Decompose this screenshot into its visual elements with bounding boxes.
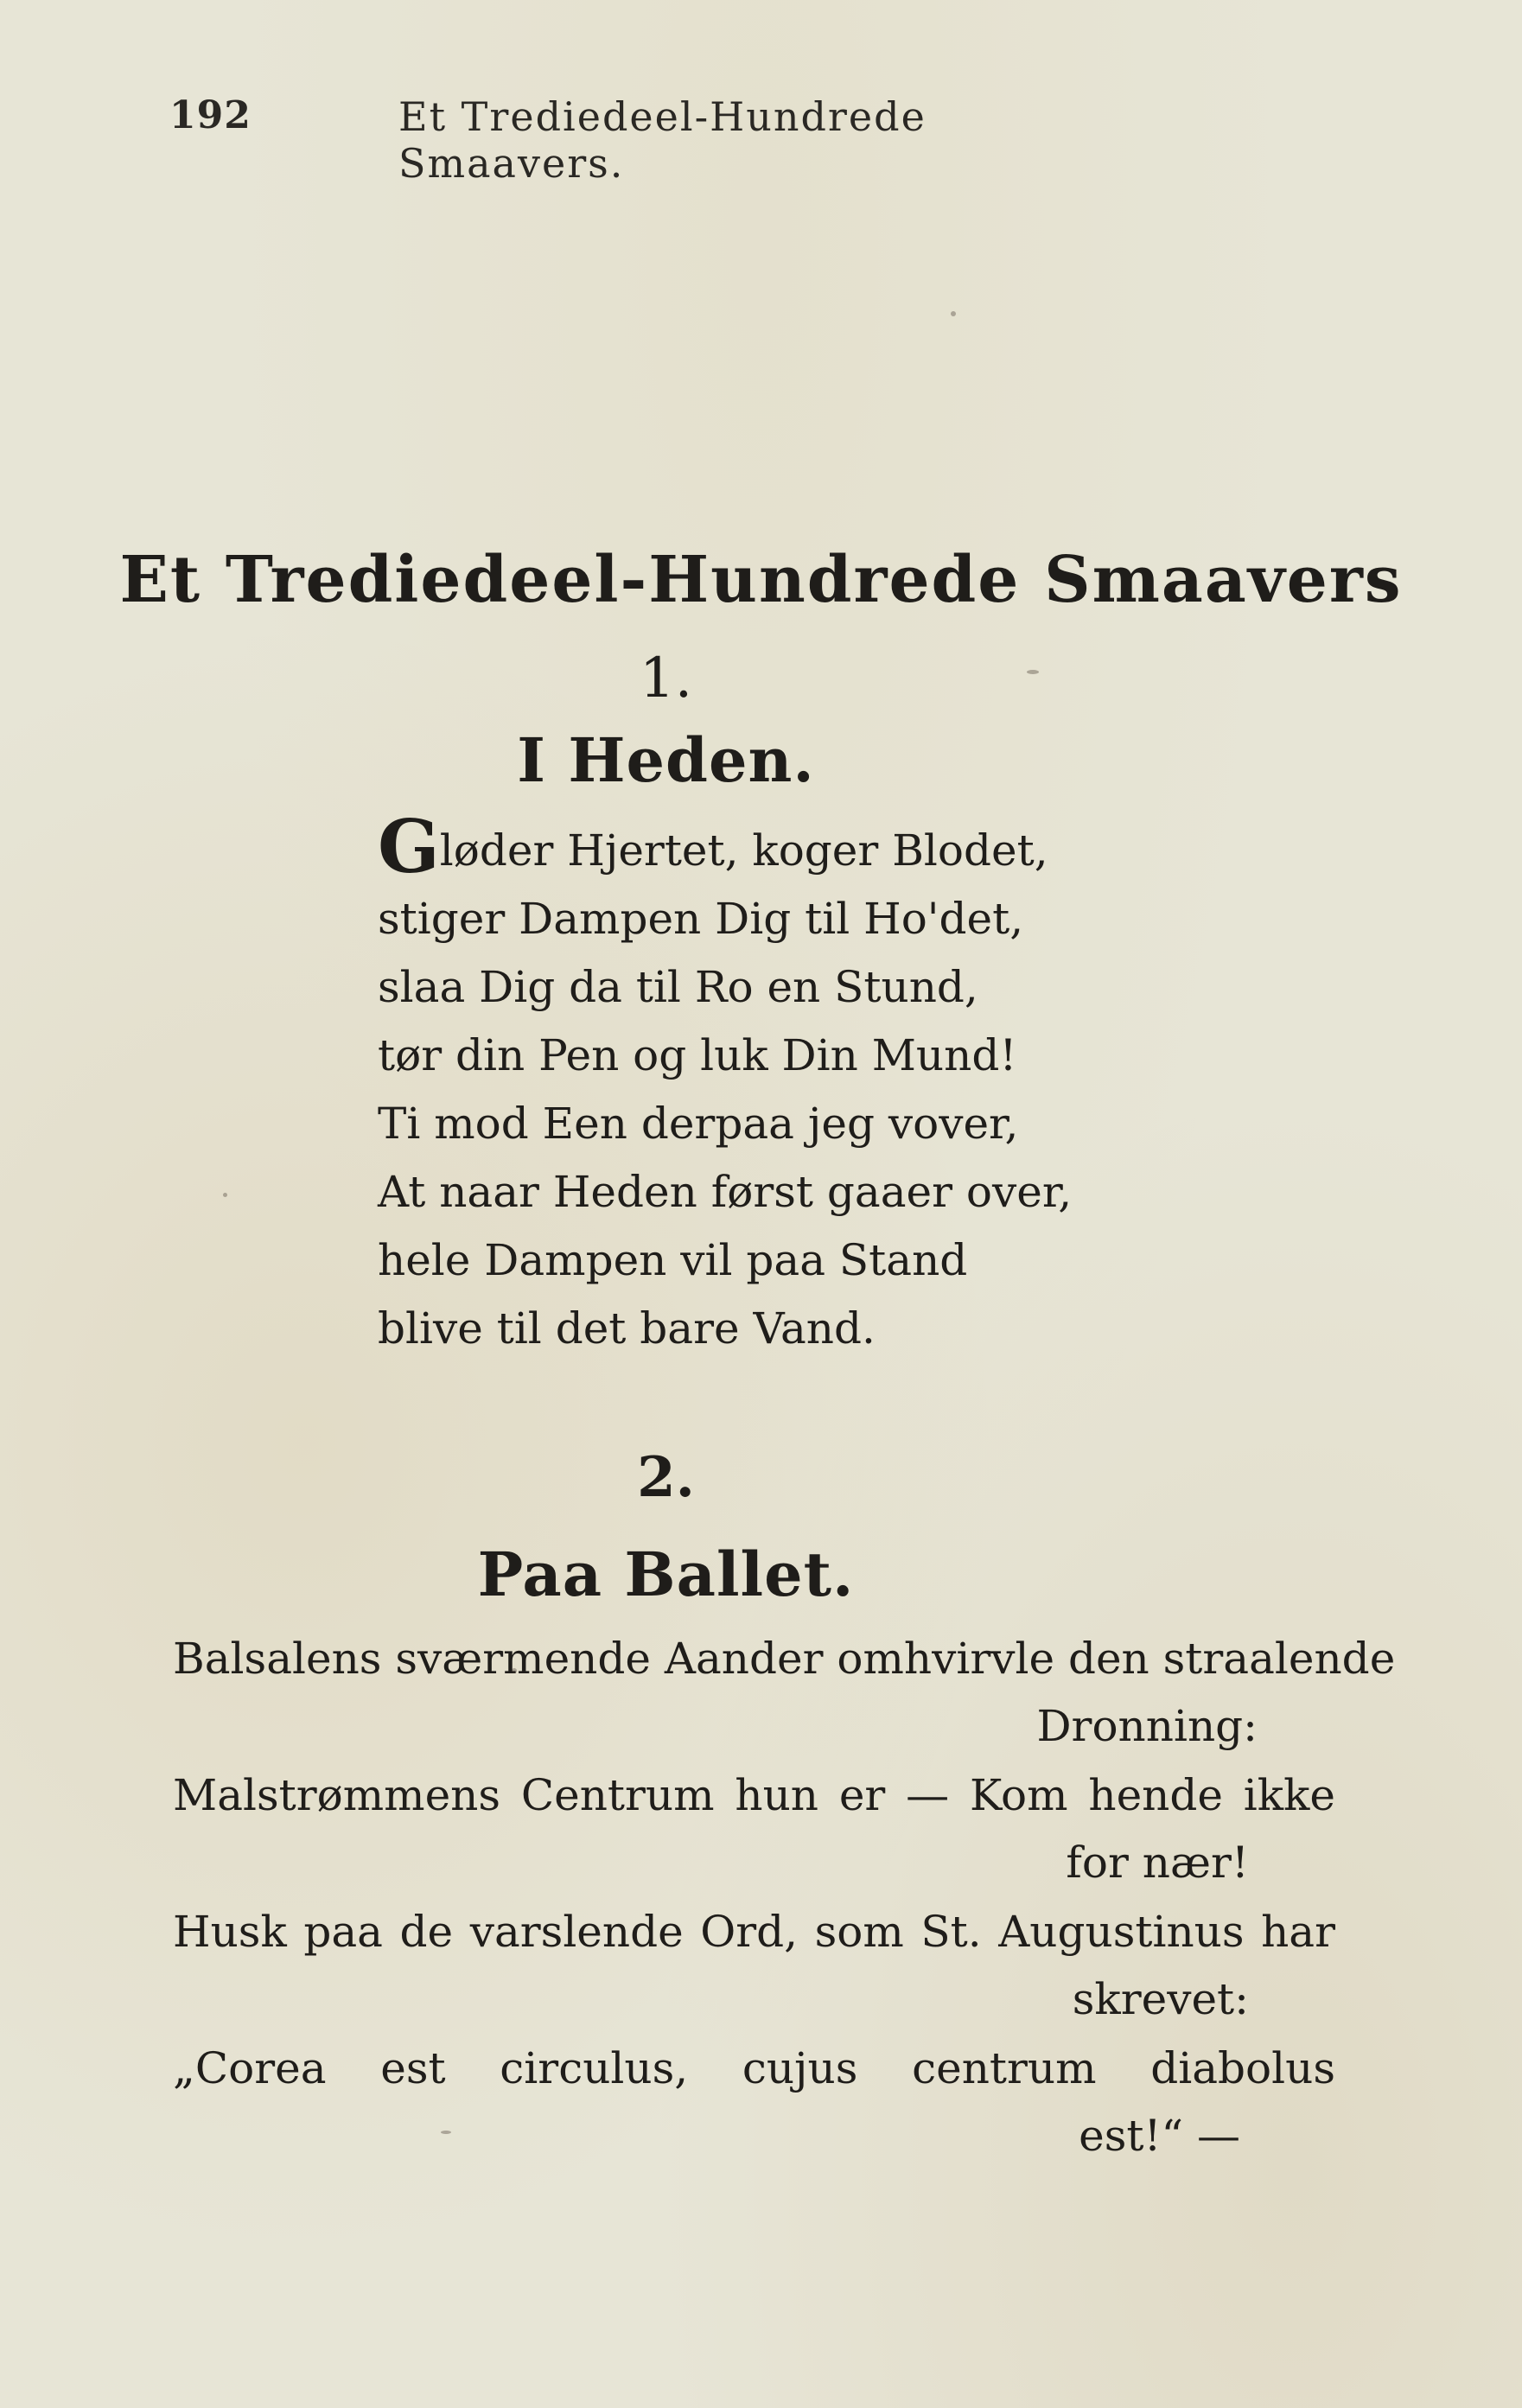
section-title-2: Paa Ballet. xyxy=(477,1538,855,1610)
running-head: Et Trediedeel-Hundrede Smaavers. xyxy=(398,93,927,187)
poem-section-2 xyxy=(173,1634,1396,2180)
paper-speck xyxy=(951,311,956,316)
verse-line: Husk paa de varslende Ord, som St. Augustinus har xyxy=(173,1907,1335,1957)
verse-turnover: for nær! xyxy=(1066,1838,1249,1888)
paper-speck xyxy=(223,1193,227,1197)
verse-turnover: Dronning: xyxy=(1036,1701,1258,1751)
main-title: Et Trediedeel-Hundrede Smaavers xyxy=(119,543,1403,617)
poem-line: At naar Heden først gaaer over, xyxy=(378,1167,1073,1217)
section-number-2: 2. xyxy=(637,1445,695,1510)
poem-line-text: løder Hjertet, koger Blodet, xyxy=(439,825,1048,876)
section-number-1: 1. xyxy=(639,647,693,710)
verse xyxy=(173,1770,1335,1907)
verse xyxy=(173,1907,1335,2043)
drop-cap: G xyxy=(378,804,440,889)
poem-line: tør din Pen og luk Din Mund! xyxy=(378,1030,1017,1080)
poem-section-1 xyxy=(378,804,1156,1363)
verse-line: „Corea est circulus, cujus centrum diabolus xyxy=(173,2043,1335,2093)
paper-speck xyxy=(1027,670,1039,674)
poem-line xyxy=(378,804,1156,889)
verse-turnover: skrevet: xyxy=(1072,1974,1249,2024)
page-header xyxy=(169,93,1120,187)
poem-line: stiger Dampen Dig til Ho'det, xyxy=(378,894,1024,944)
page-number: 192 xyxy=(169,93,252,137)
verse xyxy=(173,2043,1335,2180)
verse xyxy=(173,1634,1396,1770)
paper-speck xyxy=(512,1668,517,1673)
verse-line: Balsalens sværmende Aander omhvirvle den straalende xyxy=(173,1634,1396,1684)
verse-line: Malstrømmens Centrum hun er — Kom hende ikke xyxy=(173,1770,1335,1820)
poem-line: hele Dampen vil paa Stand xyxy=(378,1235,968,1285)
poem-line: blive til det bare Vand. xyxy=(378,1303,876,1354)
verse-turnover: est!“ — xyxy=(1079,2111,1240,2161)
poem-line: Ti mod Een derpaa jeg vover, xyxy=(378,1099,1019,1149)
poem-line: slaa Dig da til Ro en Stund, xyxy=(378,962,978,1012)
paper-speck xyxy=(441,2131,451,2134)
section-title-1: I Heden. xyxy=(517,724,815,796)
